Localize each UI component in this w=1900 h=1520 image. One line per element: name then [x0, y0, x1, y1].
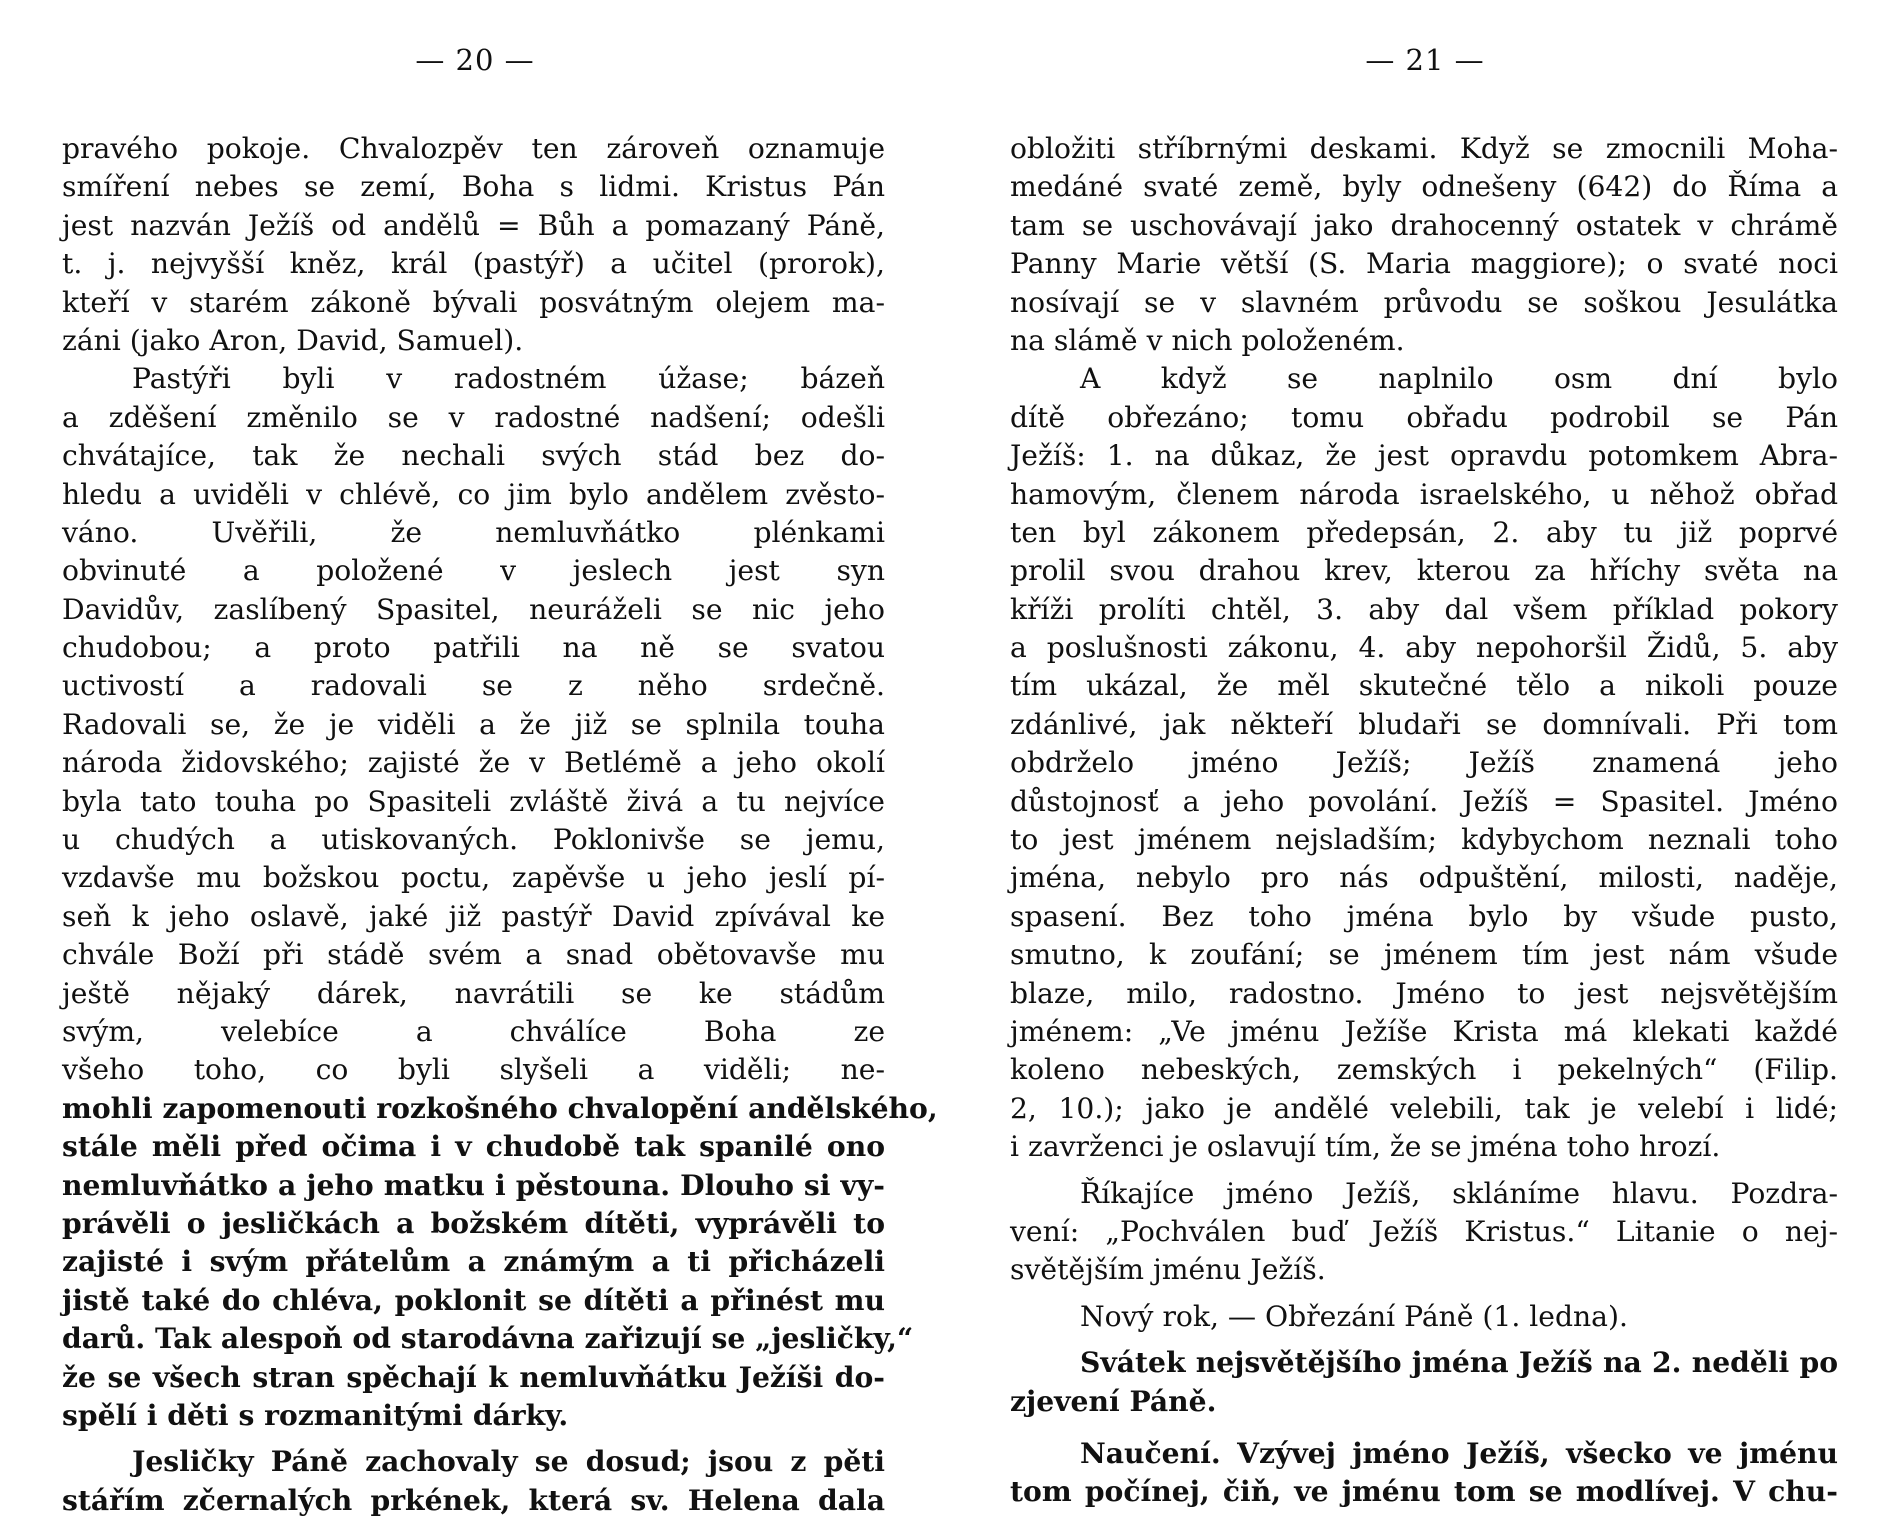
heading-line: Nový rok, — Obřezání Páně (1. ledna). [1080, 1299, 1628, 1333]
text-line: chudobou; a proto patřili na ně se svatou [62, 631, 885, 665]
text-line: mohli zapomenouti rozkošného chvalopění andělského, [62, 1091, 938, 1125]
text-line: seň k jeho oslavě, jaké již pastýř David zpívával ke [62, 899, 885, 933]
text-line: záni (jako Aron, David, Samuel). [62, 323, 524, 357]
text-line: právěli o jesličkách a božském dítěti, vyprávěli to [62, 1206, 885, 1240]
text-line: ještě nějaký dárek, navrátili se ke stádům [62, 976, 885, 1010]
page-number: — 20 — [415, 43, 535, 77]
text-line: Panny Marie větší (S. Maria maggiore); o svaté noci [1010, 247, 1838, 281]
text-line: jména, nebylo pro nás odpuštění, milosti, naděje, [1010, 861, 1838, 895]
text-line: stále měli před očima i v chudobě tak spanilé ono [62, 1130, 885, 1164]
text-line: tom počínej, čiň, ve jménu tom se modlívej. V chu- [1010, 1475, 1838, 1509]
text-line: tím ukázal, že měl skutečné tělo a nikoli pouze [1010, 669, 1838, 703]
text-line: na slámě v nich položeném. [1010, 323, 1405, 357]
text-line: kříži prolíti chtěl, 3. aby dal všem příklad pokory [1010, 592, 1838, 626]
text-line: nosívají se v slavném průvodu se soškou Jesulátka [1010, 285, 1838, 319]
text-line: i zavrženci je oslavují tím, že se jména toho hrozí. [1010, 1130, 1721, 1164]
text-line: Davidův, zaslíbený Spasitel, neuráželi se nic jeho [62, 592, 885, 626]
text-line: tam se uschovávají jako drahocenný ostatek v chrámě [1010, 208, 1838, 242]
text-line: a zděšení změnilo se v radostné nadšení; odešli [62, 400, 885, 434]
text-line: že se všech stran spěchají k nemluvňátku Ježíši do- [62, 1360, 885, 1394]
text-line: jistě také do chléva, poklonit se dítěti a přinést mu [62, 1283, 885, 1317]
text-line: obvinuté a položené v jeslech jest syn [62, 554, 885, 588]
paragraph-start: Říkajíce jméno Ježíš, skláníme hlavu. Pozdra- [1080, 1176, 1838, 1210]
paragraph-start: A když se naplnilo osm dní bylo [1080, 362, 1838, 396]
text-line: zjevení Páně. [1010, 1384, 1217, 1418]
paragraph-start: Svátek nejsvětějšího jména Ježíš na 2. neděli po [1080, 1346, 1838, 1380]
text-line: 2, 10.); jako je andělé velebili, tak je velebí i lidé; [1010, 1091, 1838, 1125]
text-line: váno. Uvěřili, že nemluvňátko plénkami [62, 515, 885, 549]
text-line: národa židovského; zajisté že v Betlémě a jeho okolí [62, 746, 885, 780]
paragraph-start: Jesličky Páně zachovaly se dosud; jsou z pěti [132, 1445, 885, 1479]
paragraph-start: Pastýři byli v radostném úžase; bázeň [132, 362, 885, 396]
text-line: zajisté i svým přátelům a známým a ti přicházeli [62, 1245, 885, 1279]
text-line: Radovali se, že je viděli a že již se splnila touha [62, 707, 885, 741]
text-line: všeho toho, co byli slyšeli a viděli; ne- [62, 1053, 885, 1087]
text-line: Ježíš: 1. na důkaz, že jest opravdu potomkem Abra- [1010, 439, 1838, 473]
text-line: a poslušnosti zákonu, 4. aby nepohoršil Židů, 5. aby [1010, 631, 1838, 665]
text-line: chvále Boží při stádě svém a snad obětovavše mu [62, 938, 885, 972]
left-page [0, 0, 950, 1517]
text-line: blaze, milo, radostno. Jméno to jest nejsvětějším [1010, 976, 1838, 1010]
text-line: spasení. Bez toho jména bylo by všude pusto, [1010, 899, 1838, 933]
text-line: dítě obřezáno; tomu obřadu podrobil se Pán [1010, 400, 1838, 434]
text-line: ten byl zákonem předepsán, 2. aby tu již poprvé [1010, 515, 1838, 549]
text-line: pravého pokoje. Chvalozpěv ten zároveň oznamuje [62, 132, 885, 165]
text-line: obložiti stříbrnými deskami. Když se zmocnili Moha- [1010, 132, 1838, 165]
text-line: smíření nebes se zemí, Boha s lidmi. Kristus Pán [62, 170, 885, 204]
right-page-text [1010, 130, 1838, 1512]
text-line: u chudých a utiskovaných. Poklonivše se jemu, [62, 823, 885, 857]
text-line: smutno, k zoufání; se jménem tím jest nám všude [1010, 938, 1838, 972]
text-line: t. j. nejvyšší kněz, král (pastýř) a učitel (prorok), [62, 247, 885, 281]
left-page-text [62, 130, 938, 1520]
text-line: prolil svou drahou krev, kterou za hříchy světa na [1010, 554, 1838, 588]
text-line: hamovým, členem národa israelského, u něhož obřad [1010, 477, 1838, 511]
text-line: koleno nebeských, zemských i pekelných“ (Filip. [1010, 1053, 1838, 1087]
text-line: chvátajíce, tak že nechali svých stád bez do- [62, 439, 885, 473]
paragraph-start: Naučení. Vzývej jméno Ježíš, všecko ve jménu [1080, 1436, 1838, 1470]
page-number: — 21 — [1365, 43, 1485, 77]
text-line: stářím zčernalých prkének, která sv. Helena dala [62, 1483, 885, 1517]
text-line: nemluvňátko a jeho matku i pěstouna. Dlouho si vy- [62, 1168, 885, 1202]
text-line: kteří v starém zákoně bývali posvátným olejem ma- [62, 285, 885, 319]
text-line: jest nazván Ježíš od andělů = Bůh a pomazaný Páně, [62, 208, 885, 242]
text-line: obdrželo jméno Ježíš; Ježíš znamená jeho [1010, 746, 1838, 780]
text-line: medáné svaté země, byly odnešeny (642) do Říma a [1010, 170, 1838, 204]
text-line: to jest jménem nejsladším; kdybychom neznali toho [1010, 823, 1838, 857]
text-line: jménem: „Ve jménu Ježíše Krista má klekati každé [1010, 1014, 1838, 1048]
text-line: hledu a uviděli v chlévě, co jim bylo andělem zvěsto- [62, 477, 885, 511]
right-page [950, 0, 1900, 1509]
text-line: vzdavše mu božskou poctu, zapěvše u jeho jeslí pí- [62, 861, 885, 895]
text-line: zdánlivé, jak někteří bludaři se domnívali. Při tom [1010, 707, 1838, 741]
text-line: uctivostí a radovali se z něho srdečně. [62, 669, 885, 703]
text-line: darů. Tak alespoň od starodávna zařizují se „jesličky,“ [62, 1322, 914, 1356]
text-line: byla tato touha po Spasiteli zvláště živá a tu nejvíce [62, 784, 885, 818]
text-line: důstojnosť a jeho povolání. Ježíš = Spasitel. Jméno [1010, 784, 1838, 818]
text-line: spělí i děti s rozmanitými dárky. [62, 1398, 569, 1432]
text-line: vení: „Pochválen buď Ježíš Kristus.“ Litanie o nej- [1010, 1214, 1838, 1248]
text-line: světějším jménu Ježíš. [1010, 1253, 1326, 1287]
text-line: svým, velebíce a chválíce Boha ze [62, 1014, 885, 1048]
